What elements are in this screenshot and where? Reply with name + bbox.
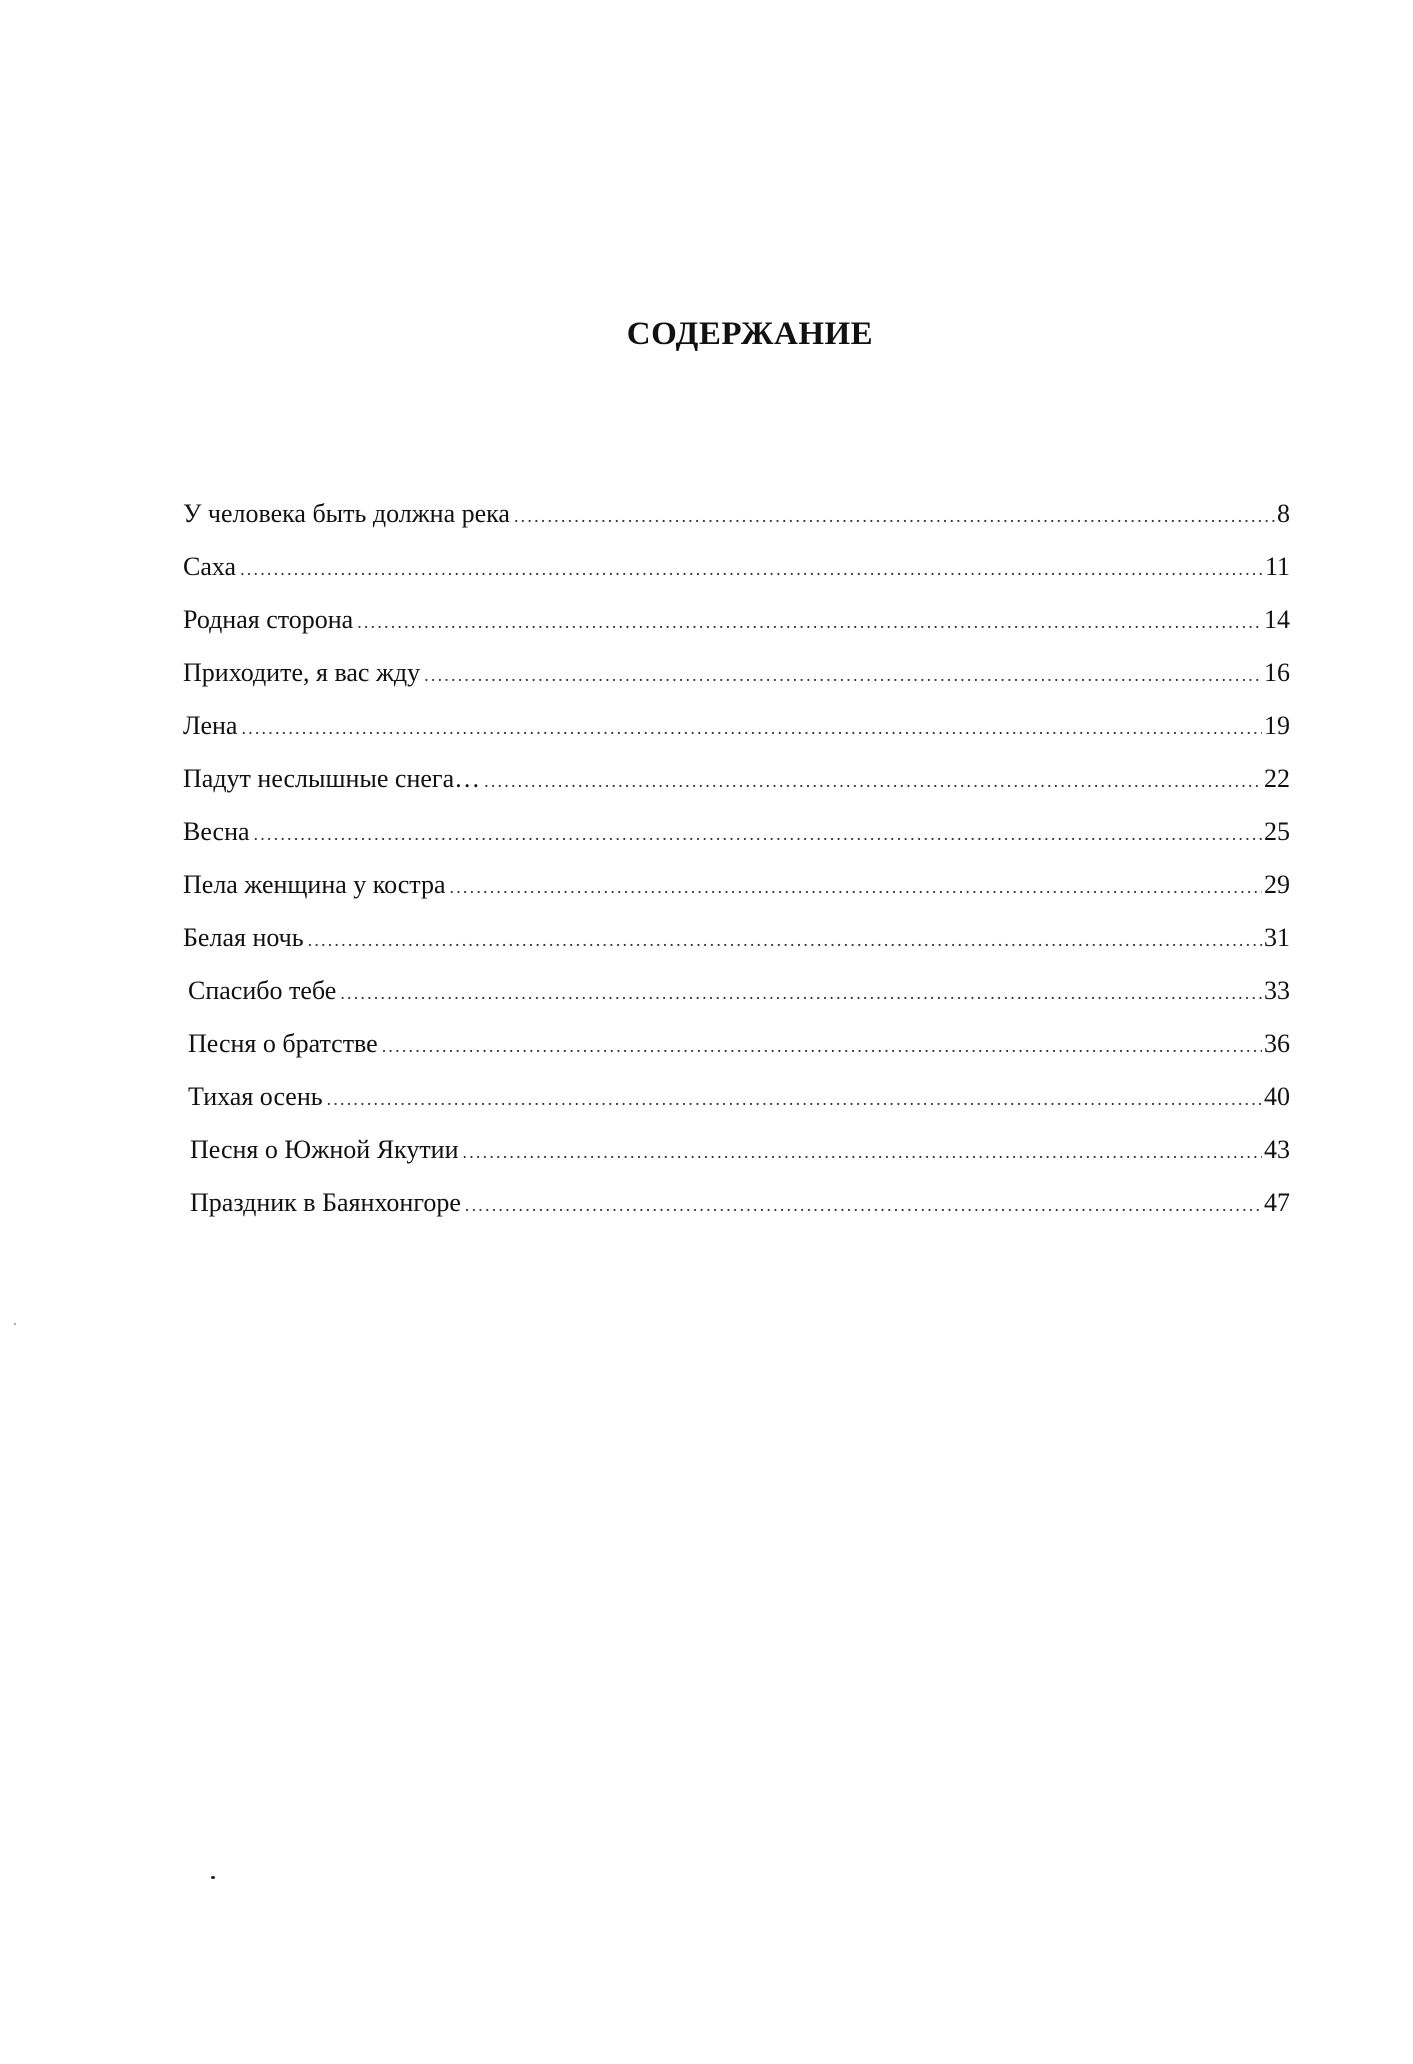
toc-entry-title: Тихая осень — [188, 1082, 323, 1111]
toc-entry-title: Лена — [183, 711, 238, 740]
toc-entry — [183, 699, 1290, 752]
toc-entry-page: 33 — [1264, 976, 1290, 1005]
toc-entry — [183, 964, 1290, 1017]
toc-dot-leader — [382, 1020, 1262, 1073]
toc-entry — [183, 1176, 1290, 1229]
toc-entry-title: Праздник в Баянхонгоре — [190, 1188, 461, 1217]
toc-dot-leader — [254, 808, 1262, 861]
toc-entry — [183, 805, 1290, 858]
toc-entry-page: 40 — [1264, 1082, 1290, 1111]
toc-entry-title: Пела женщина у костра — [183, 870, 446, 899]
toc-dot-leader — [514, 490, 1275, 543]
toc-dot-leader — [463, 1126, 1262, 1179]
toc-entry — [183, 1123, 1290, 1176]
page-title: СОДЕРЖАНИЕ — [626, 316, 874, 352]
toc-dot-leader — [241, 702, 1262, 755]
toc-entry-page: 36 — [1264, 1029, 1290, 1058]
toc-entry-title: У человека быть должна река — [183, 499, 510, 528]
toc-dot-leader — [340, 967, 1262, 1020]
toc-dot-leader — [465, 1179, 1262, 1232]
scan-speck — [211, 1876, 215, 1879]
toc-entry-title: Родная сторона — [183, 605, 354, 634]
toc-entry — [183, 487, 1290, 540]
toc-entry — [183, 646, 1290, 699]
toc-dot-leader — [450, 861, 1262, 914]
table-of-contents — [183, 487, 1290, 1229]
toc-entry — [183, 858, 1290, 911]
toc-entry-page: 25 — [1264, 817, 1290, 846]
toc-entry-page: 14 — [1264, 605, 1290, 634]
toc-entry — [183, 752, 1290, 805]
toc-entry-page: 11 — [1264, 552, 1290, 581]
toc-entry-page: 8 — [1277, 499, 1290, 528]
toc-entry-page: 43 — [1264, 1135, 1290, 1164]
toc-dot-leader — [424, 649, 1262, 702]
toc-entry-page: 19 — [1264, 711, 1290, 740]
toc-entry — [183, 593, 1290, 646]
toc-entry-page: 31 — [1264, 923, 1290, 952]
toc-entry — [183, 911, 1290, 964]
toc-entry-title: Белая ночь — [183, 923, 304, 952]
toc-entry-title: Песня о братстве — [188, 1029, 378, 1058]
toc-entry-page: 47 — [1264, 1188, 1290, 1217]
toc-entry-page: 16 — [1264, 658, 1290, 687]
toc-entry-title: Весна — [183, 817, 250, 846]
toc-entry — [183, 540, 1290, 593]
toc-entry — [183, 1070, 1290, 1123]
toc-dot-leader — [357, 596, 1262, 649]
toc-entry-page: 22 — [1264, 764, 1290, 793]
toc-entry-title: Приходите, я вас жду — [183, 658, 421, 687]
scan-speck — [14, 1323, 16, 1325]
toc-dot-leader — [484, 755, 1262, 808]
toc-dot-leader — [308, 914, 1262, 967]
toc-entry — [183, 1017, 1290, 1070]
toc-entry-title: Падут неслышные снега… — [183, 764, 481, 793]
toc-dot-leader — [240, 543, 1263, 596]
toc-dot-leader — [327, 1073, 1262, 1126]
toc-entry-title: Песня о Южной Якутии — [190, 1135, 459, 1164]
toc-entry-title: Спасибо тебе — [188, 976, 337, 1005]
toc-entry-title: Саха — [183, 552, 237, 581]
toc-entry-page: 29 — [1264, 870, 1290, 899]
